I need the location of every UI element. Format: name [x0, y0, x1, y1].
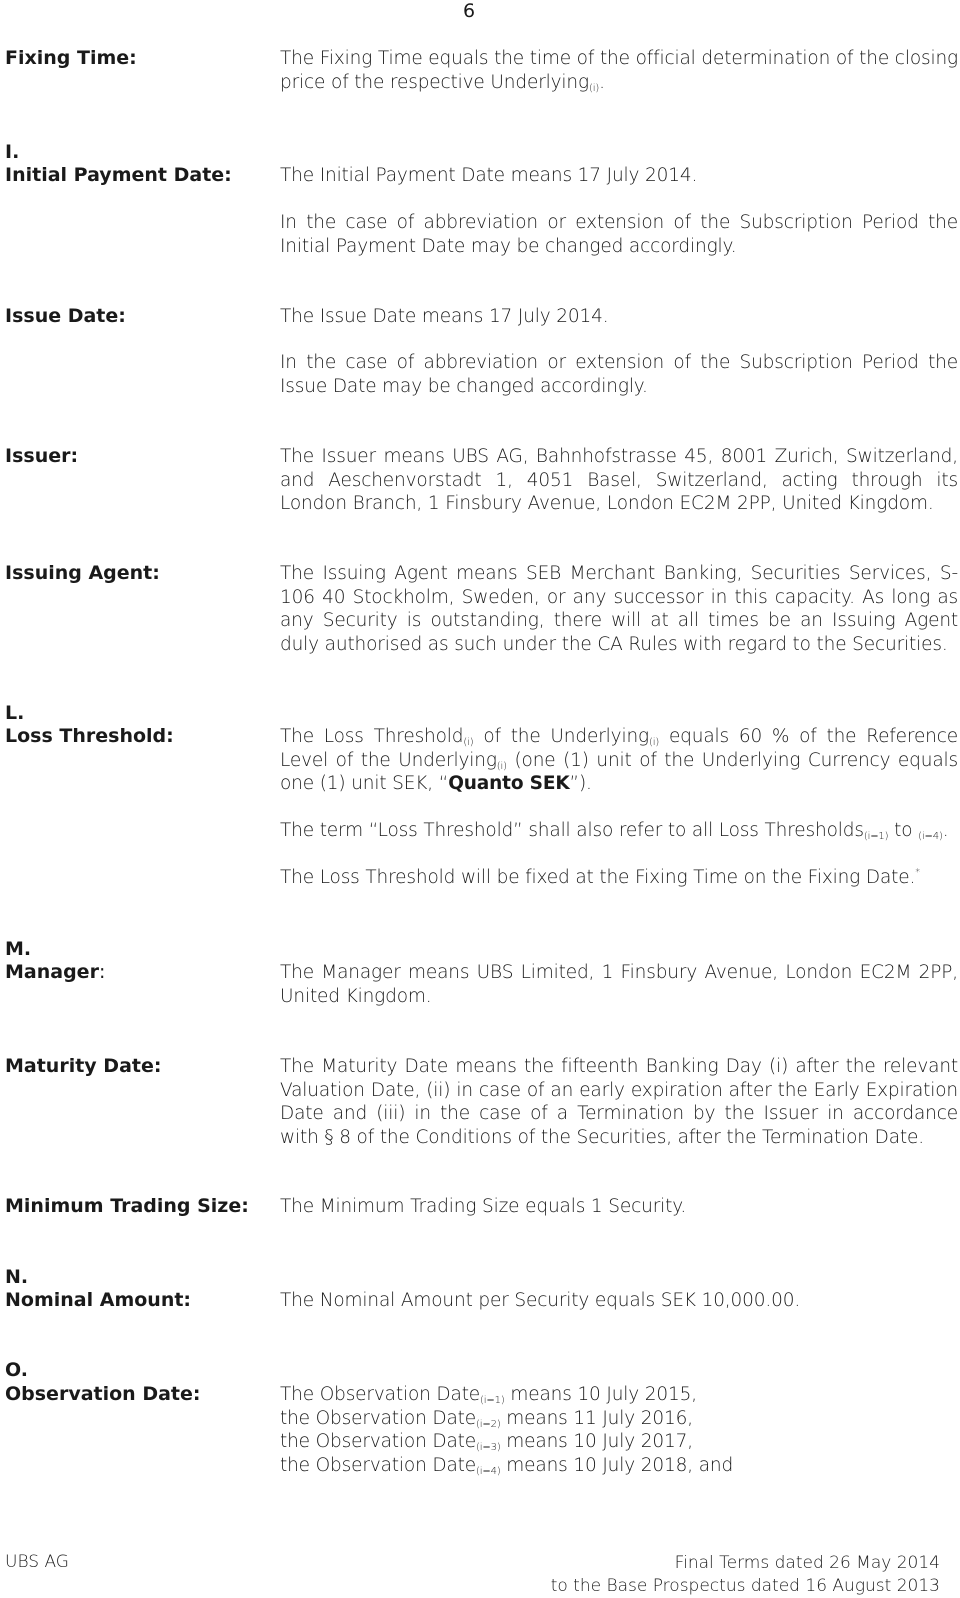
lt-text-d: (one (1) unit of the Underlying Currency equals one (1) unit SEK, “	[280, 749, 959, 795]
term-issuer: Issuer:	[5, 445, 79, 467]
obs-sub: (i=4)	[476, 1465, 501, 1477]
footer-base-prospectus: to the Base Prospectus dated 16 August 2013	[550, 1576, 940, 1596]
obs-text: the Observation Date	[280, 1407, 476, 1429]
footer-issuer: UBS AG	[5, 1552, 69, 1572]
obs-sub: (i=3)	[476, 1442, 501, 1454]
obs-date: means 10 July 2018, and	[500, 1454, 734, 1476]
term-observation-date: Observation Date:	[5, 1383, 201, 1405]
lt-sub-3: (i)	[496, 760, 507, 772]
definition-loss-threshold-3	[280, 866, 958, 890]
lt-sub-1: (i)	[463, 737, 474, 748]
term-initial-payment-date: Initial Payment Date:	[5, 164, 232, 186]
manager-colon: :	[98, 961, 106, 983]
lt2-text-c: .	[942, 820, 949, 841]
definition-issue-date-1: The Issue Date means 17 July 2014.	[280, 306, 609, 327]
section-letter-i: I.	[5, 141, 20, 163]
obs-sub: (i=2)	[476, 1418, 501, 1430]
lt2-sub-1: (i=1)	[863, 831, 889, 842]
term-fixing-time: Fixing Time:	[5, 47, 137, 69]
definition-nominal-amount: The Nominal Amount per Security equals SEK 10,000.00.	[280, 1290, 801, 1311]
definition-minimum-trading-size: The Minimum Trading Size equals 1 Security.	[280, 1196, 687, 1217]
term-issuing-agent: Issuing Agent:	[5, 562, 160, 584]
lt-text-e: ”).	[569, 773, 592, 795]
manager-label: Manager	[5, 961, 99, 983]
footer-final-terms: Final Terms dated 26 May 2014	[674, 1553, 940, 1573]
observation-line	[280, 1407, 958, 1431]
section-letter-o: O.	[5, 1359, 28, 1381]
lt3-text: The Loss Threshold will be fixed at the Fixing Time on the Fixing Date.	[280, 867, 916, 888]
observation-line	[280, 1430, 958, 1454]
observation-line	[280, 1454, 958, 1478]
term-maturity-date: Maturity Date:	[5, 1055, 162, 1077]
page-number: 6	[463, 0, 476, 22]
section-letter-m: M.	[5, 938, 32, 960]
obs-date: means 11 July 2016,	[500, 1407, 693, 1429]
lt2-sub-2: (i=4)	[918, 831, 943, 842]
definition-loss-threshold-1	[280, 725, 958, 796]
obs-text: The Observation Date	[280, 1384, 481, 1405]
lt-text-a: The Loss Threshold	[280, 726, 464, 747]
definition-loss-threshold-2	[280, 819, 958, 843]
definition-issuer: The Issuer means UBS AG, Bahnhofstrasse 45, 8001 Zurich, Switzerland, and Aeschenvorstadt 1, 4051 Basel, Switzerland, acting through its London Branch, 1 Finsbury Avenue, London EC2M 2PP, United Kingdom.	[280, 446, 958, 515]
term-manager	[5, 961, 105, 983]
term-minimum-trading-size: Minimum Trading Size:	[5, 1195, 249, 1217]
lt-text-b: of the Underlying	[473, 726, 649, 747]
definition-manager: The Manager means UBS Limited, 1 Finsbury Avenue, London EC2M 2PP, United Kingdom.	[280, 962, 958, 1007]
lt-sub-2: (i)	[648, 737, 660, 748]
obs-sub: (i=1)	[480, 1395, 505, 1406]
quanto-sek: Quanto SEK	[448, 773, 570, 795]
definition-initial-payment-date-2: In the case of abbreviation or extension of the Subscription Period the Initial Payment Date may be changed accordingly.	[280, 212, 958, 257]
fixing-time-text: The Fixing Time equals the time of the official determination of the closing price of the respective Underlying	[280, 48, 958, 93]
fixing-time-sub: (i)	[588, 82, 600, 94]
term-issue-date: Issue Date:	[5, 305, 126, 327]
obs-text: the Observation Date	[280, 1431, 476, 1453]
section-letter-n: N.	[5, 1266, 29, 1288]
obs-date: means 10 July 2017,	[500, 1431, 693, 1453]
lt2-text-a: The term “Loss Threshold” shall also refer to all Loss Thresholds	[280, 820, 864, 841]
definition-issuing-agent: The Issuing Agent means SEB Merchant Banking, Securities Services, S-106 40 Stockholm, Sweden, or any successor in this capacity. As long as any Security is outstanding, there will at all times be an Issuing Agent duly authorised as such under the CA Rules with regard to the Securities.	[280, 563, 958, 655]
obs-date: means 10 July 2015,	[504, 1384, 698, 1405]
term-loss-threshold: Loss Threshold:	[5, 725, 174, 747]
definition-observation-date	[280, 1383, 958, 1477]
definition-fixing-time	[280, 47, 958, 94]
definition-maturity-date: The Maturity Date means the fifteenth Banking Day (i) after the relevant Valuation Date, (ii) in case of an early expiration after the Early Expiration Date and (iii) in the case of a Termination by the Issuer in accordance with § 8 of the Conditions of the Securities, after the Termination Date.	[280, 1056, 958, 1148]
term-nominal-amount: Nominal Amount:	[5, 1289, 192, 1311]
footnote-marker: *	[915, 867, 921, 878]
fixing-time-end: .	[599, 71, 605, 93]
definition-issue-date-2: In the case of abbreviation or extension of the Subscription Period the Issue Date may be changed accordingly.	[280, 352, 958, 397]
footer-dates	[551, 1552, 940, 1598]
lt-text-c: equals 60 % of the Reference Level of the Underlying	[280, 726, 959, 771]
observation-line	[280, 1383, 958, 1407]
section-letter-l: L.	[5, 702, 25, 724]
definition-initial-payment-date-1: The Initial Payment Date means 17 July 2014.	[280, 165, 698, 186]
lt2-text-b: to	[888, 820, 919, 841]
obs-text: the Observation Date	[280, 1454, 476, 1476]
